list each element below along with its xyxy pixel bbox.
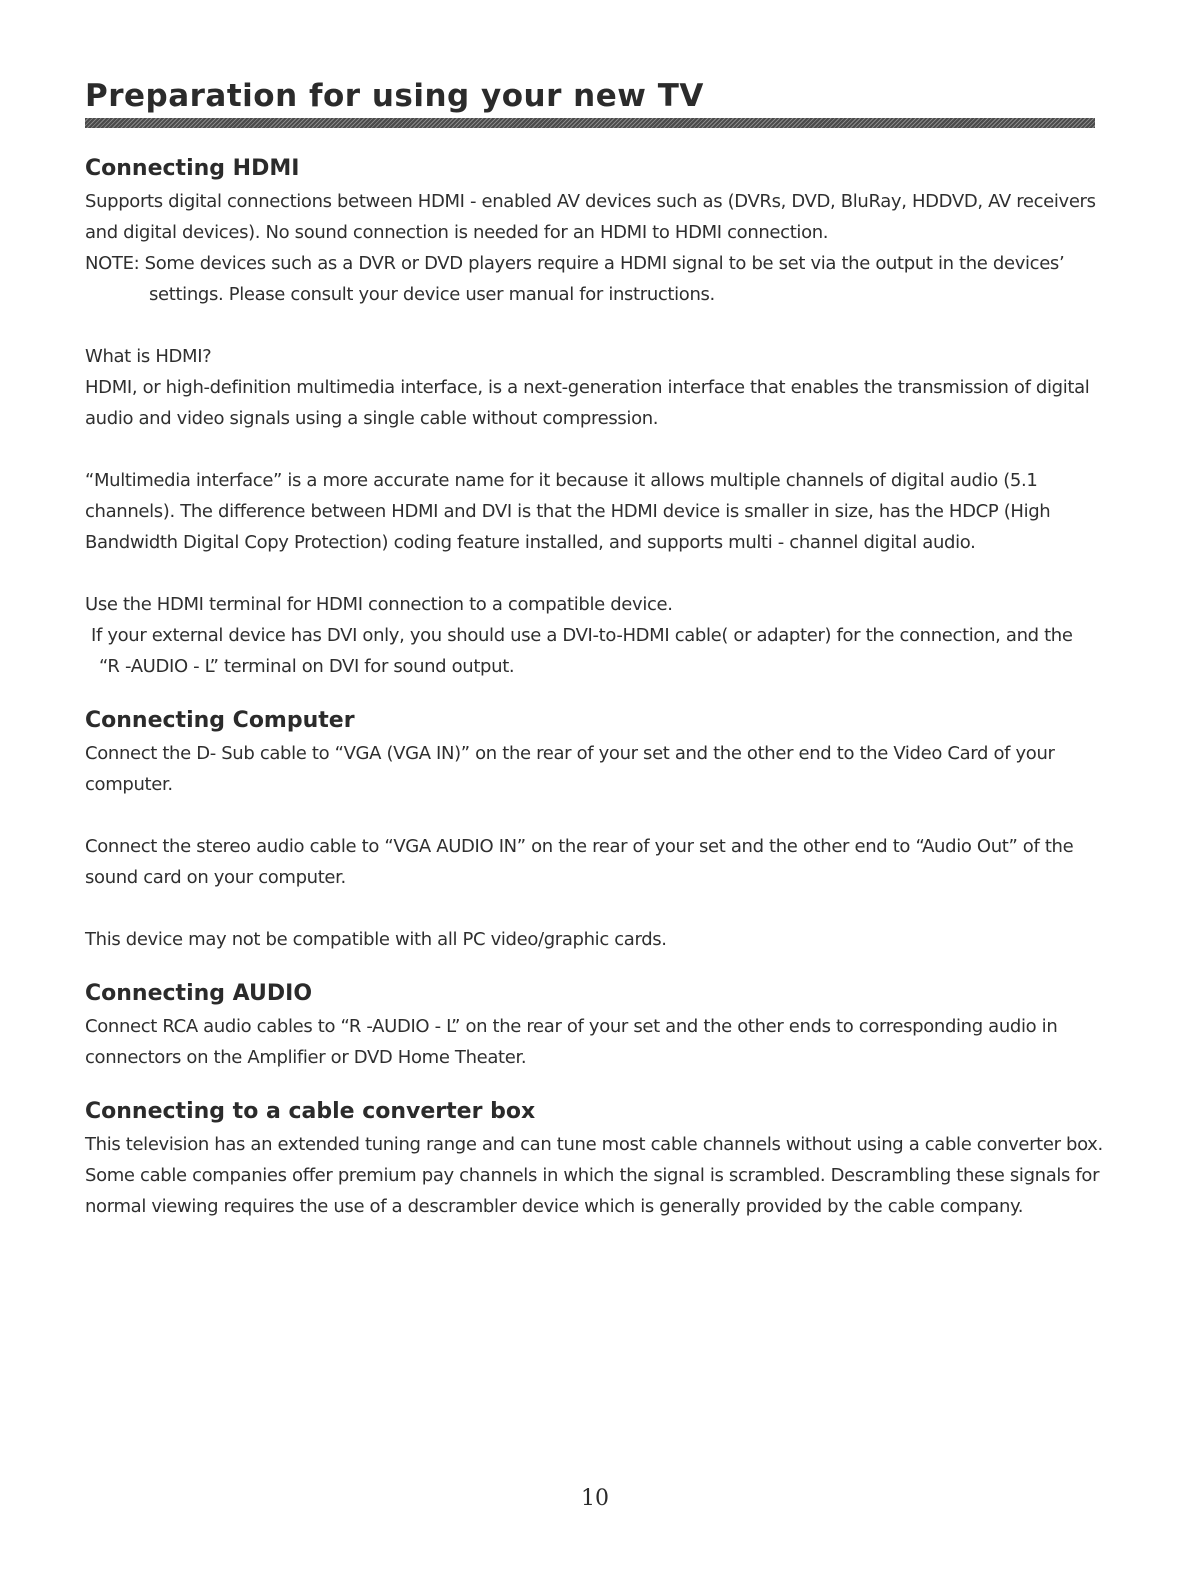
page-number: 10 — [581, 1486, 609, 1511]
computer-audio-line: Connect the stereo audio cable to “VGA AUDIO IN” on the rear of your set and the other end to “Audio Out” of the — [85, 836, 1074, 857]
page-title: Preparation for using your new TV — [85, 78, 704, 114]
section-audio — [85, 977, 1115, 1073]
audio-line: connectors on the Amplifier or DVD Home Theater. — [85, 1047, 527, 1068]
hdmi-terminal-line: If your external device has DVI only, you should use a DVI-to-HDMI cable( or adapter) for the connection, and the — [91, 625, 1073, 646]
section-heading-audio: Connecting AUDIO — [85, 981, 313, 1006]
section-heading-computer: Connecting Computer — [85, 708, 355, 733]
section-cable-box — [85, 1095, 1115, 1222]
cable-box-line: Some cable companies offer premium pay channels in which the signal is scrambled. Descrambling these signals for — [85, 1165, 1100, 1186]
hdmi-terminal-line: Use the HDMI terminal for HDMI connection to a compatible device. — [85, 594, 673, 615]
title-underline-rule — [85, 118, 1095, 128]
computer-audio-line: sound card on your computer. — [85, 867, 346, 888]
hdmi-line: and digital devices). No sound connection is needed for an HDMI to HDMI connection. — [85, 222, 829, 243]
section-heading-cable-box: Connecting to a cable converter box — [85, 1099, 536, 1124]
section-hdmi — [85, 152, 1115, 682]
section-computer — [85, 704, 1115, 955]
hdmi-note-line: settings. Please consult your device user manual for instructions. — [149, 284, 715, 305]
hdmi-note-line: NOTE: Some devices such as a DVR or DVD players require a HDMI signal to be set via the output in the devices’ — [85, 253, 1065, 274]
hdmi-multimedia-line: Bandwidth Digital Copy Protection) coding feature installed, and supports multi - channel digital audio. — [85, 532, 976, 553]
manual-page — [85, 0, 1115, 1586]
computer-vga-line: computer. — [85, 774, 173, 795]
hdmi-definition-line: audio and video signals using a single cable without compression. — [85, 408, 659, 429]
computer-vga-line: Connect the D- Sub cable to “VGA (VGA IN)” on the rear of your set and the other end to the Video Card of your — [85, 743, 1055, 764]
hdmi-line: Supports digital connections between HDMI - enabled AV devices such as (DVRs, DVD, BluRay, HDDVD, AV receivers — [85, 191, 1096, 212]
hdmi-multimedia-line: channels). The difference between HDMI and DVI is that the HDMI device is smaller in size, has the HDCP (High — [85, 501, 1051, 522]
cable-box-line: normal viewing requires the use of a descrambler device which is generally provided by the cable company. — [85, 1196, 1024, 1217]
hdmi-definition-line: HDMI, or high-definition multimedia interface, is a next-generation interface that enables the transmission of digital — [85, 377, 1090, 398]
cable-box-line: This television has an extended tuning range and can tune most cable channels without using a cable converter box. — [85, 1134, 1103, 1155]
hdmi-question: What is HDMI? — [85, 346, 212, 367]
audio-line: Connect RCA audio cables to “R -AUDIO - L” on the rear of your set and the other ends to corresponding audio in — [85, 1016, 1058, 1037]
hdmi-terminal-line: “R -AUDIO - L” terminal on DVI for sound output. — [99, 656, 515, 677]
section-heading-hdmi: Connecting HDMI — [85, 156, 300, 181]
hdmi-multimedia-line: “Multimedia interface” is a more accurate name for it because it allows multiple channels of digital audio (5.1 — [85, 470, 1038, 491]
computer-compat-note: This device may not be compatible with all PC video/graphic cards. — [85, 929, 667, 950]
page-content — [85, 152, 1115, 1222]
